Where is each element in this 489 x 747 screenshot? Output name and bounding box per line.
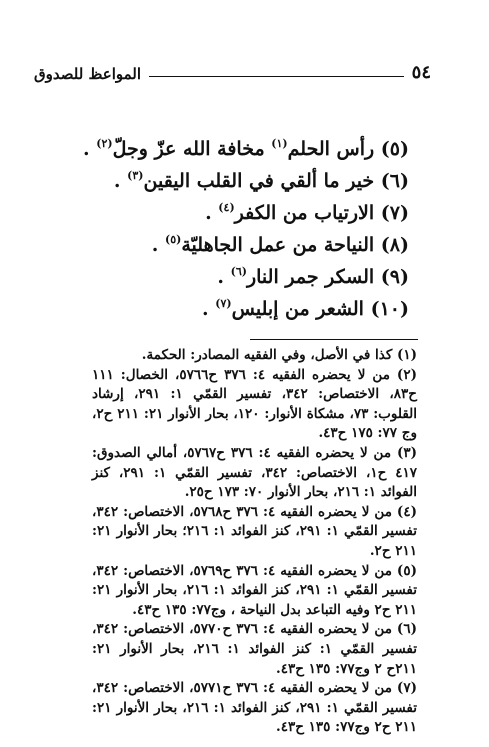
- footnote-1: (١) كذا في الأصل، وفي الفقيه المصادر: الحكمة.: [141, 347, 417, 363]
- saying-6: (٦) خير ما ألقي في القلب اليقين$^{(٣)}$ .: [113, 169, 409, 192]
- note-ref-2: (٢): [96, 137, 113, 150]
- footnote-separator: [250, 339, 418, 340]
- footnote-2: (٢) من لا يحضره الفقيه ٤: ٣٧٦ ح٥٧٦٦، الخصال: ١١١ ح٨٣، الاختصاص: ٣٤٢، تفسير القمّي ١: ٢٩١، إرشاد القلوب: ٧٣، مشكاة الأنوار: ١٢٠، بحار الأنوار ٢١: ٢١١ ح٢، وج ٧٧: ١٧٥ ح٤٣.: [92, 366, 418, 442]
- saying-9: (٩) السكر جمر النار$^{(٦)}$ .: [217, 265, 409, 288]
- footnote-7: (٧) من لا يحضره الفقيه ٤: ٣٧٦ ح٥٧٧١، الاختصاص: ٣٤٢، تفسير القمّي ١: ٢٩١، كنز الفوائد ١: ٢١٦، بحار الأنوار ٢١: ٢١١ ح٢ وج٧٧: ١٣٥ ح٤٣.: [92, 680, 417, 736]
- saying-8: (٨) النياحة من عمل الجاهليّة$^{(٥)}$ .: [151, 233, 409, 256]
- note-ref-3: (٣): [127, 169, 144, 182]
- page-number: ٥٤: [411, 62, 431, 83]
- saying-7: (٧) الارتياب من الكفر$^{(٤)}$ .: [205, 201, 409, 224]
- note-ref-6: (٦): [230, 265, 247, 278]
- footnote-4: (٤) من لا يحضره الفقيه ٤: ٣٧٦ ح٥٧٦٨، الاختصاص: ٣٤٢، تفسير القمّي ١: ٢٩١، كنز الفوائد ١: ٢١٦؛ بحار الأنوار ٢١: ٢١١ ح٢.: [92, 503, 418, 559]
- footnotes: [92, 346, 417, 738]
- book-title: المواعظ للصدوق: [34, 65, 142, 83]
- note-ref-4: (٤): [218, 201, 235, 214]
- footnote-5: (٥) من لا يحضره الفقيه ٤: ٣٧٦ ح٥٧٦٩، الاختصاص: ٣٤٢، تفسير القمّي ١: ٢٩١، كنز الفوائد ١: ٢١٦، بحار الأنوار ٢١: ٢١١ ح٢ وفيه التباعد بدل النياحة ، وج٧٧: ١٣٥ ح٤٣.: [92, 562, 417, 618]
- saying-10: (١٠) الشعر من إبليس$^{(٧)}$ .: [202, 297, 409, 320]
- note-ref-1: (١): [271, 137, 288, 150]
- header-rule: [149, 76, 404, 77]
- page-header: [34, 56, 431, 82]
- saying-5: (٥) رأس الحلم$^{(١)}$ مخافة الله عزّ وجلّ$^{(٢)}$ .: [83, 137, 409, 160]
- footnote-3: (٣) من لا يحضره الفقيه ٤: ٣٧٦ ح٥٧٦٧، أمالي الصدوق: ٤١٧ ح١، الاختصاص: ٣٤٢، تفسير القمّي ١: ٢٩١، كنز الفوائد ١: ٢١٦، بحار الأنوار ٧٠: ١٧٣ ح٢٥.: [92, 444, 417, 501]
- note-ref-7: (٧): [215, 297, 232, 310]
- footnote-6: (٦) من لا يحضره الفقيه ٤: ٣٧٦ ح٥٧٧٠، الاختصاص: ٣٤٢، تفسير القمّي ١: كنز الفوائد ١: ٢١٦، بحار الأنوار ٢١: ٢١١ح ٢ وج٧٧: ١٣٥ ح٤٣.: [92, 621, 418, 677]
- sayings-list: [83, 128, 409, 320]
- note-ref-5: (٥): [165, 233, 182, 246]
